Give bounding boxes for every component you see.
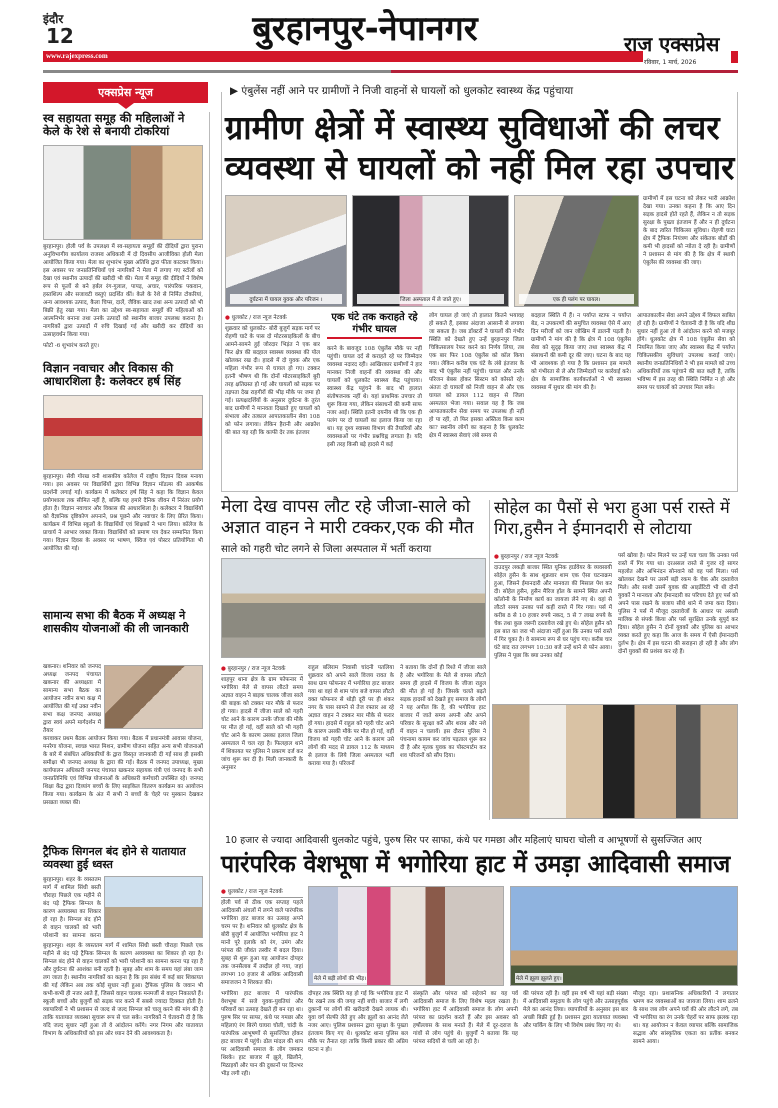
lead-photo-3-caption: एक ही पलंग पर घायल। <box>519 294 634 304</box>
story4-photo <box>104 876 203 938</box>
story1-photo <box>43 145 203 240</box>
header-rule-red <box>391 70 738 73</box>
story2-headline: विज्ञान नवाचार और विकास की आधारशिला है: कलेक्टर हर्ष सिंह <box>43 361 181 389</box>
purse-photo <box>492 704 738 819</box>
lead-photo-1 <box>225 195 347 307</box>
lead-col1: शुक्रवार को धुलकोट- बोरी बुजुर्ग सड़क मार्ग पर रोहणी घाटे के पास दो मोटरसाइकिलों के बीच आमने-सामने हुई जोरदार भिड़ंत ने एक बार फिर क्षेत्र की बदहाल स्वास्थ्य व्यवस्था की पोल खोलकर रख दी। हादसे में दो युवक और एक महिला गंभीर रूप से घायल हो गए। टक्कर इतनी भीषण थी कि दोनों मोटरसाइकिलें बुरी तरह क्षतिग्रस्त हो गईं और घायलों को सड़क पर तड़पता देख राहगीरों की भीड़ मौके पर जमा हो गई। प्रत्यक्षदर्शियों के अनुसार दुर्घटना के तुरंत बाद ग्रामीणों ने मानवता दिखाते हुए घायलों को संभाला और तत्काल आपातकालीन सेवा 108 को फोन लगाया। लेकिन हैरानी और आक्रोश की बात यह रही कि काफी देर तक इंतजार <box>225 326 320 436</box>
accident-col1: शाहपुर थाना क्षेत्र के ग्राम फोफनार में भगोरिया मेले से वापस लौटते समय अज्ञात वाहन ने बाइक चालक जीजा साले की बाइक को टक्कर मार मौके से फरार हो गया। हादसे में जीजा साले को गहरी चोट आने के कारण उनके जीजा की मौके पर मौत हो गई, वहीं साले को भी गहरी चोट आने के कारण उसका इलाज जिला अस्पताल में चल रहा है। फिलहाल थाने में शिकायत पर पुलिस ने प्रकरण दर्ज कर जांच शुरू कर दी है। मिली जानकारी के अनुसार <box>221 677 303 771</box>
story2-photo <box>43 395 203 470</box>
bhagoria-photo-1 <box>308 886 504 986</box>
lead-side-text: ग्रामीणों में इस घटना को लेकर भारी आक्रोश देखा गया। उनका कहना है कि आए दिन सड़क हादसे होते रहते हैं, लेकिन न तो सड़क सुरक्षा के पुख्ता इंतजाम हैं और न ही दुर्घटना के बाद त्वरित चिकित्सा सुविधा। रोहणी घाटा क्षेत्र में ट्रैफिक नियंत्रण और संकेतक बोर्डों की कमी भी हादसों को न्योता दे रही है। ग्रामीणों ने प्रशासन से मांग की है कि क्षेत्र में स्थायी एंबुलेंस की व्यवस्था की जाए। <box>643 196 735 266</box>
story3-headline: सामान्य सभा की बैठक में अध्यक्ष ने शासकीय योजनाओं की ली जानकारी <box>43 609 189 635</box>
accident-photo <box>221 558 486 658</box>
bhagoria-col4: की परंपरा रही है। वहीं इस वर्ष भी यहां बड़ी संख्या में आदिवासी समुदाय के लोग पहुंचे और उत्साहपूर्वक मेले का आनंद लिया। व्यापारियों के अनुसार इस बार अच्छी बिक्री हुई है। प्रशासन द्वारा यातायात व्यवस्था और पार्किंग के लिए भी विशेष प्रबंध किए गए थे। <box>523 991 628 1029</box>
purse-headline: सोहेल का पैसों से भरा हुआ पर्स रास्ते में गिरा,हुसैन ने ईमानदारी से लोटाया <box>494 498 730 538</box>
bhagoria-photo-2 <box>510 886 738 986</box>
section-label-arrow <box>118 103 134 109</box>
masthead-title: बुरहानपुर-नेपानगर <box>252 9 478 49</box>
lead-col4: बदहाल स्थिति में हैं। न पर्याप्त स्टाफ न पर्याप्त बेड, न उपकरणों की समुचित व्यवस्था ऐसे में आए दिन मरीजों को जान जोखिम में डालनी पड़ती है। ग्रामीणों ने मांग की है कि क्षेत्र में 108 एंबुलेंस सेवा को सुदृढ़ किया जाए तथा स्वास्थ्य केंद्र में संसाधनों की कमी दूर की जाए। घटना के बाद यह भी आवश्यक हो गया है कि प्रशासन इस मामले को गंभीरता से ले और जिम्मेदारों पर कार्रवाई करे। क्षेत्र के सामाजिक कार्यकर्ताओं ने भी स्वास्थ्य व्यवस्था में सुधार की मांग की है। <box>531 313 631 391</box>
issue-date: रविवार, 1 मार्च, 2026 <box>644 59 697 66</box>
story4-headline: ट्रैफिक सिगनल बंद होने से यातायात व्यवस्था हुई ध्वस्त <box>43 845 186 871</box>
brand-logo: राज एक्सप्रेस <box>624 32 720 56</box>
lead-col3: लोग घायल हो जाएं तो हालात कितने भयावह हो सकते हैं, इसका अंदाजा आसानी से लगाया जा सकता है। जब डॉक्टरों ने घायलों की गंभीर स्थिति को देखते हुए उन्हें बुरहानपुर जिला चिकित्सालय रेफर करने का निर्णय लिया, तब एक बार फिर 108 एंबुलेंस को कॉल किया गया। लेकिन करीब एक घंटे के लंबे इंतजार के बाद भी एंबुलेंस नहीं पहुंची। घायल और उनके परिजन बेबस होकर सिस्टम को कोसते रहे। अंततः दो घायलों को निजी वाहन से और एक घायल को डायल 112 वाहन से जिला अस्पताल भेजा गया। सवाल यह है कि जब आपातकालीन सेवा समय पर उपलब्ध ही नहीं हो पा रही, तो फिर इसका अस्तित्व किस काम का? स्थानीय लोगों का कहना है कि धुलकोट क्षेत्र में स्वास्थ्य सेवाएं लंबे समय से <box>429 313 524 439</box>
lead-col5: आपातकालीन सेवा अपने उद्देश्य में विफल साबित हो रही है। ग्रामीणों ने चेतावनी दी है कि यदि शीघ्र सुधार नहीं हुआ तो वे आंदोलन करने को मजबूर होंगे। धुलकोट क्षेत्र में 108 एंबुलेंस सेवा को नियमित किया जाए और स्वास्थ्य केंद्र में पर्याप्त चिकित्सकीय सुविधाएं उपलब्ध कराई जाएं। स्थानीय जनप्रतिनिधियों ने भी इस मामले को उच्च अधिकारियों तक पहुंचाने की बात कही है, ताकि भविष्य में इस तरह की स्थिति निर्मित न हो और समय पर घायलों को उपचार मिल सके। <box>637 313 735 391</box>
website-link[interactable]: www.rajexpress.com <box>46 52 108 60</box>
lead-photo-3 <box>514 195 639 307</box>
bhagoria-headline: पारंपरिक वेशभूषा में भगोरिया हाट में उमड़ा आदिवासी समाज <box>221 850 731 878</box>
header-rule-gray <box>43 70 391 73</box>
lead-col2: करने के बावजूद 108 एंबुलेंस मौके पर नहीं पहुंची। घायल दर्द से कराहते रहे पर जिम्मेदार व्यवस्था नदारद रही। आखिरकार ग्रामीणों ने हार मानकर निजी वाहनों की व्यवस्था की और घायलों को धुलकोट स्वास्थ्य केंद्र पहुंचाया। स्वास्थ्य केंद्र पहुंचने के बाद भी हालात संतोषजनक नहीं थे। यहां प्राथमिक उपचार तो शुरू किया गया, लेकिन संसाधनों की कमी साफ नजर आई। स्थिति इतनी दयनीय थी कि एक ही पलंग पर दो घायलों का इलाज किया जा रहा था। यह दृश्य स्वास्थ्य विभाग की तैयारियों और व्यवस्थाओं पर गंभीर प्रश्नचिह्न लगाता है। यदि इसी तरह किसी बड़े हादसे में कई <box>327 346 422 448</box>
story2-body: बुरहानपुर। सेवी गोरख वनी शासकीय कॉलेज में राष्ट्रीय विज्ञान दिवस मनाया गया। इस अवसर पर विद्यार्थियों द्वारा विभिन्न विज्ञान मॉडल्स की आकर्षक प्रदर्शनी लगाई गई। कार्यक्रम में कलेक्टर हर्ष सिंह ने कहा कि विज्ञान केवल प्रयोगशाला तक सीमित नहीं है, बल्कि यह हमारे दैनिक जीवन में निरंतर प्रयोग होता है। विज्ञान नवाचार और विकास की आधारशिला है। कलेक्टर ने विद्यार्थियों को वैज्ञानिक दृष्टिकोण अपनाने, प्रश्न पूछने और नवाचार के लिए प्रेरित किया। कार्यक्रम में विभिन्न स्कूलों के विद्यार्थियों एवं शिक्षकों ने भाग लिया। कॉलेज के प्राचार्य ने आभार व्यक्त किया। विद्यार्थियों को प्रमाण पत्र देकर सम्मानित किया गया। विज्ञान दिवस के अवसर पर भाषण, क्विज एवं पोस्टर प्रतियोगिता भी आयोजित की गई। <box>43 474 203 552</box>
page-city: इंदौर <box>43 12 64 26</box>
bhagoria-kicker: 10 हजार से ज्यादा आदिवासी धुलकोट पहुंचे, पुरुष सिर पर साफा, कंधे पर गमछा और महिलाएं घाघरा चोली व आभूषणों से सुसज्जित आए <box>225 835 702 846</box>
purse-col1: दाउदपुर लकड़ी बाजार स्थित यूनिक हार्डवेयर के व्यवसायी सोहेल हुसैन के साथ शुक्रवार शाम एक ऐसा घटनाक्रम हुआ, जिसने ईमानदारी और मानवता की मिसाल पेश कर दी। सोहेल हुसैन, हुसैन मैरिज हॉल के सामने स्थित अपनी कॉलोनी के निर्माण कार्य का जायजा लेने गए थे। वहां से लौटते समय उनका पर्स कहीं रास्ते में गिर गया। पर्स में करीब 8 से 10 हजार रुपये नकद, 5 से 7 लाख रुपये के चेक तथा कुछ जरूरी दस्तावेज रखे हुए थे। सोहेल हुसैन को इस बात का जरा भी अंदाजा नहीं हुआ कि उनका पर्स रास्ते में गिर चुका है। वे सामान्य रूप से घर पहुंच गए। करीब चार घंटे बाद रात लगभग 10:30 बजे उन्हें थाने से फोन आया। पुलिस ने पूछा कि क्या उनका कोई <box>494 565 612 659</box>
lead-headline: ग्रामीण क्षेत्रों में स्वास्थ्य सुविधाओं की लचर व्यवस्था से घायलों को नहीं मिल रहा उपचार <box>225 108 735 187</box>
page-number: 12 <box>46 24 74 48</box>
accident-subheadline: साले को गहरी चोट लगने से जिला अस्पताल में भर्ती कराया <box>221 544 432 555</box>
accident-col2: राहुल बलिराम निवासी चांदनी पतलिया शुक्रवार को अपने साले विजय रावत के साथ ग्राम फोफनार में भगोरिया हाट बाजार गया था वहां से शाम पांच बजे वापस लौटते वक्त फोफनार से थोड़ी दूरी पर ही शंकर नगर के पास सामने से तेज रफ्तार आ रहे अज्ञात वाहन ने टक्कर मार मौके से फरार हो गया। हादसे में राहुल को गहरी चोट आने के कारण उसकी मौके पर मौत हो गई, वहीं विजय को गहरी चोट आने के कारण उसे लोगों की मदद से डायल 112 के माध्यम से इलाज के लिये जिला अस्पताल भर्ती कराया गया है। परिजनों <box>308 665 394 767</box>
bhagoria-col3: संस्कृति और परंपरा को सहेजने का यह पर्व आदिवासी समाज के लिए विशेष महत्व रखता है। भगोरिया हाट में आदिवासी समाज के लोग अपनी परंपरा का प्रदर्शन करते हैं और इस अवसर को हर्षोल्लास के साथ मनाते हैं। मेले में दूर-दराज के गांवों से लोग पहुंचे थे। बुजुर्गों ने बताया कि यह परंपरा सदियों से चली आ रही है। <box>413 991 518 1045</box>
lead-photo-2-caption: जिला अस्पताल में ले जाते हुए। <box>357 294 504 304</box>
section-label: एक्सप्रेस न्यूज <box>43 82 208 103</box>
story1-photo-caption: फोटो -6 शुभारंभ करते हुए। <box>43 343 99 349</box>
lead-kicker-text: एंबुलेंस नहीं आने पर ग्रामीणों ने निजी वाहनों से घायलों को धुलकोट स्वास्थ्य केंद्र पहुंचाया <box>241 85 574 97</box>
bhagoria-photo-2-caption: मेले में झूला झूलते हुए। <box>515 973 563 983</box>
left-column-divider <box>209 112 210 1097</box>
header-red-bar <box>43 51 643 62</box>
lead-kicker <box>225 84 578 98</box>
story3-photo <box>104 665 203 729</box>
play-arrow-icon: ▶ <box>230 85 242 97</box>
story1-headline: स्व सहायता समूह की महिलाओं ने केले के रेशे से बनायी टोकरियां <box>43 111 185 139</box>
purse-byline: ● बुरहानपुर / राज न्यूज नेटवर्क <box>494 552 612 563</box>
story3-intro: खकनार। शनिवार को जनपद अध्यक्ष जनपद पंचायत खकनार की अध्यक्षता में सामान्य सभा बैठक का आयोजन नवीन सभा कक्ष में आयोजित की गई उक्त नवीन सभा कक्ष जनपद अध्यक्ष द्वारा स्वयं अपने मार्गदर्शन में तैयार <box>43 664 101 734</box>
accident-byline: ● बुरहानपुर / राज न्यूज नेटवर्क <box>221 664 303 675</box>
bhagoria-col2: दोपहर तक स्थिति यह हो गई कि भगोरिया हाट में पैर रखने तक की जगह नहीं बची। बाजार में लगी दुकानों पर लोगों की खरीदारी देखने लायक थी। युवा वर्ग सेल्फी लेते हुए और झूलों का आनंद लेते नजर आए। पुलिस प्रशासन द्वारा सुरक्षा के पुख्ता इंतजाम किए गए थे। धुलकोट थाना पुलिस बल मौके पर तैनात रहा ताकि किसी प्रकार की अप्रिय घटना न हो। <box>308 991 408 1053</box>
accident-headline: मेला देख वापस लौट रहे जीजा-साले को अज्ञात वाहन ने मारी टक्कर,एक की मौत <box>221 497 474 538</box>
lead-photo-2 <box>352 195 509 307</box>
bhagoria-byline: ● धुलकोट / राज न्यूज नेटवर्क <box>221 887 303 898</box>
story1-body: बुरहानपुर। होली पर्व के उपलक्ष्य में स्व-सहायता समूहों की दीदियों द्वारा पुराना अनुविभागीय कार्यालय राजस्व अधिकारी में दो दिवसीय आजीविका होली मेला आयोजित किया गया। मेला का शुभारंभ मुख्य अतिथि द्वारा फीता काटकर किया। इस अवसर पर जनप्रतिनिधियों एवं नागरिकों ने मेला में लगाए गए स्टॉलों को देखा एवं स्थानीय उत्पादों की खरीदी भी की। मेला में समूह की दीदियों ने विशेष रूप से फूलों से बने हर्बल रंग-गुलाल, पापड़, अचार, पारंपरिक पकवान, हस्तशिल्प और सजावटी वस्तुएं प्रदर्शित कीं। केले के रेशे से निर्मित टोकरियां, अन्य आवश्यक उत्पाद, कैला चिप्स, दालें, जैविक खाद तथा अन्य उत्पादों को भी बिक्री हेतु रखा गया। मेला का उद्देश्य स्व-सहायता समूहों की महिलाओं को आत्मनिर्भर बनाना तथा उनके उत्पादों को स्थानीय बाजार उपलब्ध कराना है। नागरिकों द्वारा उत्पादों में रुचि दिखाई गई और खरीदी कर दीदियों का उत्साहवर्धन किया गया। <box>43 244 203 338</box>
bhagoria-intro: होली पर्व से ठीक एक सप्ताह पहले आदिवासी अंचलों में लगने वाले पारंपरिक भगोरिया हाट बाजार का उत्साह अपने चरम पर है। शनिवार को धुलकोट क्षेत्र के बोरी बुजुर्ग में आयोजित भगोरिया हाट ने मानो पूरे इलाके को रंग, उमंग और परंपरा की जीवंत तस्वीर में बदल दिया। सुबह से शुरू हुआ यह आयोजन दोपहर तक जनसैलाब में तब्दील हो गया, जहां लगभग 10 हजार से अधिक आदिवासी समाजजन ने शिरकत की। <box>221 900 303 986</box>
lead-photo-1-caption: दुर्घटना में घायल युवक और परिजन । <box>230 294 342 304</box>
bhagoria-photo-1-caption: मेले में बड़ी लोगों की भीड़। <box>313 973 367 983</box>
lead-byline: ● धुलकोट / राज न्यूज नेटवर्क <box>225 313 320 324</box>
story4-body: बुरहानपुर। शहर के व्यस्ततम मार्ग में शामिल सिंधी बस्ती चौराहा पिछले एक महीने से बंद पड़े ट्रैफिक सिग्नल के कारण अव्यवस्था का शिकार हो रहा है। सिग्नल बंद होने से वाहन चालकों को भारी परेशानी का सामना करना <box>43 877 101 939</box>
bhagoria-col5: मौजूद रहा। प्रशासनिक अधिकारियों ने लगातार भ्रमण कर व्यवस्थाओं का जायजा लिया। शाम ढलने के साथ जब लोग अपने घरों की ओर लौटने लगे, तब भी भगोरिया का रंग उनके चेहरों पर साफ झलक रहा था। यह आयोजन न केवल व्यापार बल्कि सामाजिक सद्भाव और सांस्कृतिक एकता का प्रतीक बनकर सामने आया। <box>633 991 738 1045</box>
story4-body-cont: बुरहानपुर। शहर के व्यस्ततम मार्ग में शामिल सिंधी बस्ती चौराहा पिछले एक महीने से बंद पड़े ट्रैफिक सिग्नल के कारण अव्यवस्था का शिकार हो रहा है। सिग्नल बंद होने से वाहन चालकों को भारी परेशानी का सामना करना पड़ रहा है और दुर्घटना की आशंका बनी रहती है। सुबह और शाम के समय यहां लंबा जाम लग जाता है। स्थानीय नागरिकों का कहना है कि इस संबंध में कई बार शिकायत की गई लेकिन अब तक कोई सुधार नहीं हुआ। ट्रैफिक पुलिस के जवान भी कभी-कभी ही नजर आते हैं, जिससे वाहन चालक मनमर्जी से वाहन निकालते हैं। स्कूली बच्चों और बुजुर्गों को सड़क पार करने में सबसे ज्यादा दिक्कत होती है। व्यापारियों ने भी प्रशासन से जल्द से जल्द सिग्नल को चालू करने की मांग की है ताकि यातायात व्यवस्था सुचारू रूप से चल सके। नागरिकों ने चेतावनी दी है कि यदि जल्द सुधार नहीं हुआ तो वे आंदोलन करेंगे। नगर निगम और यातायात विभाग के अधिकारियों को इस ओर ध्यान देने की आवश्यकता है। <box>43 943 203 1037</box>
section-divider <box>489 500 490 820</box>
accident-col3: ने बताया कि दोनों ही रिश्ते में जीजा साले है और भगोरिया के मेले से वापस लौटते समय ही हादसे में विजय के जीजा राहुल की मौत हो गई है। जिसके चलते बढ़ते सड़क हादसों को देखते हुए समाज के लोगों ने यह अपील कि है, की भगोरिया हाट बाजार में जाते समय अपनी और अपने परिवार के सुरक्षा करें और शराब और नशे में वाहन न चलायें। इस दौरान पुलिस ने पंचनामा कायम कर जांच पड़ताल शुरू कर दी है और मृतक युवक का पोस्टमार्टम कर शव परिजनों को सौंप दिया। <box>400 665 486 759</box>
purse-col2: पर्स खोया है। फोन मिलने पर उन्हें पता चला कि उनका पर्स रास्ते में गिर गया था। दरअसल रास्ते से गुजर रहे सागर महलोत और अभिनंदन सोनवाने को वह पर्स मिला। पर्स खोलकर देखने पर उसमें बड़ी रकम के चेक और दस्तावेज मिले। और साथी उसमें युवक की आइडेंटिटी भी थी दोनों युवकों ने मानवता और ईमानदारी का परिचय देते हुए पर्स को अपने पास रखने के बजाय सीधे थाने में जमा करा दिया। पुलिस ने पर्स में मौजूद दस्तावेजों के आधार पर असली मालिक से संपर्क किया और पर्स सुरक्षित उनके सुपुर्द कर दिया। सोहेल हुसैन ने दोनों युवकों और पुलिस का आभार व्यक्त करते हुए कहा कि आज के समय में ऐसी ईमानदारी दुर्लभ है। क्षेत्र में इस घटना की सराहना हो रही है और लोग दोनों युवकों की प्रशंसा कर रहे हैं। <box>618 553 738 655</box>
bhagoria-col1: भगोरिया हाट बाजार में पारंपरिक वेशभूषा में सजे युवक-युवतियां और परिवारों का उत्साह देखते ही बन रहा था। पुरुष सिर पर साफा, कंधे पर गमछा और महिलाएं रंग बिरंगे घाघरा चोली, चांदी के पारंपरिक आभूषणों से सुसज्जित होकर हाट बाजार में पहुंचे। ढोल मांदल की थाप पर आदिवासी समाज के लोग जमकर थिरके। हाट बाजार में झूले, खिलौने, मिठाइयों और पान की दुकानों पर दिनभर भीड़ लगी रही। <box>221 991 303 1077</box>
lead-subhead: एक घंटे तक कराहते रहे गंभीर घायल <box>327 312 422 339</box>
story3-body: करवाकर प्रथम बैठक आयोजन किया गया। बैठक में प्रधानमंत्री आवास योजना, मनरेगा योजना, स्वच्छ भारत मिशन, ग्रामीण योजना सहित अन्य सभी योजनाओं के बारे में संबंधित अधिकारियों के द्वारा विस्तृत जानकारी दी गई साथ ही इसकी समीक्षा भी जनपद अध्यक्ष के द्वारा की गई। बैठक में जनपद उपाध्यक्ष, मुख्य कार्यपालन अधिकारी जनपद पंचायत खकनार सहायक यंत्री एवं जनपद के सभी जनप्रतिनिधि एवं विभिन्न योजनाओं के अधिकारी कर्मचारी उपस्थित रहे। जनपद शिक्षा केंद्र द्वारा दिव्यांग बच्चों के लिए साइकिल वितरण कार्यक्रम का आयोजन किया गया। कार्यक्रम के अंत में सभी ने बच्चों के चेहरे पर मुस्कान देखकर प्रसन्नता व्यक्त की। <box>43 736 203 806</box>
red-square <box>731 51 738 63</box>
